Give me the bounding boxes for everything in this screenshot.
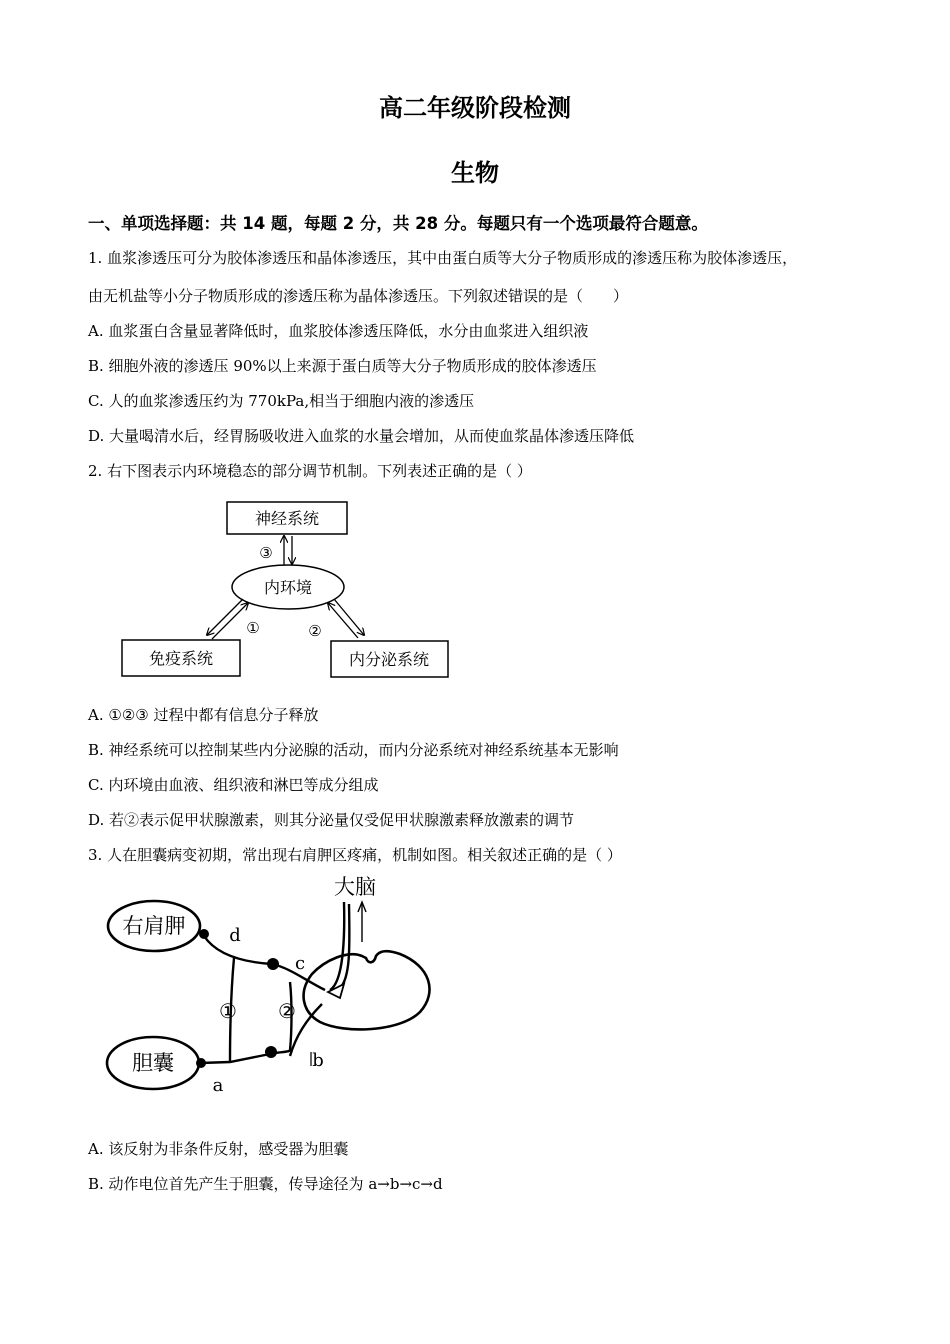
- nervous-system-label: 神经系统: [254, 509, 320, 528]
- arrow-immune-to-internal: [212, 603, 248, 639]
- q1-option-c: C. 人的血浆渗透压约为 770kPa,相当于细胞内液的渗透压: [88, 392, 475, 410]
- synapse-dot-d: [199, 929, 209, 939]
- section-heading: 一、单项选择题：共 14 题，每题 2 分，共 28 分。每题只有一个选项最符合题意。: [88, 214, 708, 233]
- diagram-mark-3: ③: [259, 544, 273, 562]
- diagram-mark-1: ①: [246, 619, 260, 637]
- exam-title: 高二年级阶段检测: [379, 94, 571, 122]
- synapse-dot-c: [267, 958, 279, 970]
- q2-option-b: B. 神经系统可以控制某些内分泌腺的活动，而内分泌系统对神经系统基本无影响: [88, 741, 619, 759]
- label-c: c: [294, 953, 306, 974]
- q2-option-c: C. 内环境由血液、组织液和淋巴等成分组成: [88, 776, 379, 794]
- q3-option-a: A. 该反射为非条件反射，感受器为胆囊: [88, 1140, 349, 1158]
- q1-stem-line2: 由无机盐等小分子物质形成的渗透压称为晶体渗透压。下列叙述错误的是（ ）: [88, 287, 629, 305]
- label-d: d: [229, 925, 241, 946]
- endocrine-system-label: 内分泌系统: [348, 650, 430, 669]
- label-b: b: [312, 1050, 324, 1071]
- q3-stem: 3. 人在胆囊病变初期，常出现右肩胛区疼痛，机制如图。相关叙述正确的是（ ）: [88, 846, 622, 864]
- brain-label: 大脑: [334, 875, 376, 899]
- label-mark-1: ①: [219, 999, 237, 1023]
- arrow-internal-to-immune: [207, 599, 243, 635]
- referred-pain-diagram: [100, 870, 440, 1100]
- label-a: a: [212, 1075, 224, 1096]
- diagram-mark-2: ②: [308, 622, 322, 640]
- nerve-a: [200, 1054, 270, 1063]
- q1-option-b: B. 细胞外液的渗透压 90%以上来源于蛋白质等大分子物质形成的胶体渗透压: [88, 357, 597, 375]
- q1-option-a: A. 血浆蛋白含量显著降低时，血浆胶体渗透压降低，水分由血浆进入组织液: [88, 322, 589, 340]
- q1-option-d: D. 大量喝清水后，经胃肠吸收进入血浆的水量会增加，从而使血浆晶体渗透压降低: [88, 427, 635, 445]
- synapse-dot-a: [196, 1058, 206, 1068]
- arrow-internal-to-endocrine: [334, 599, 364, 635]
- internal-environment-label: 内环境: [263, 578, 313, 597]
- subject-title: 生物: [451, 159, 499, 187]
- gallbladder-label: 胆囊: [132, 1051, 174, 1075]
- spinal-cord-oval: [304, 951, 430, 1029]
- q2-option-d: D. 若②表示促甲状腺激素，则其分泌量仅受促甲状腺激素释放激素的调节: [88, 811, 575, 829]
- q2-stem: 2. 右下图表示内环境稳态的部分调节机制。下列表述正确的是（ ）: [88, 462, 532, 480]
- homeostasis-diagram: [110, 495, 470, 690]
- arrow-endocrine-to-internal: [328, 603, 358, 638]
- label-mark-2: ②: [278, 999, 296, 1023]
- nerve-b-connector: [275, 1050, 292, 1053]
- q3-option-b: B. 动作电位首先产生于胆囊，传导途径为 a→b→c→d: [88, 1175, 443, 1193]
- q1-stem-line1: 1. 血浆渗透压可分为胶体渗透压和晶体渗透压，其中由蛋白质等大分子物质形成的渗透压称为胶体渗透压，: [88, 249, 798, 267]
- q2-option-a: A. ①②③ 过程中都有信息分子释放: [88, 706, 319, 724]
- immune-system-label: 免疫系统: [148, 649, 214, 668]
- shoulder-label: 右肩胛: [122, 914, 186, 938]
